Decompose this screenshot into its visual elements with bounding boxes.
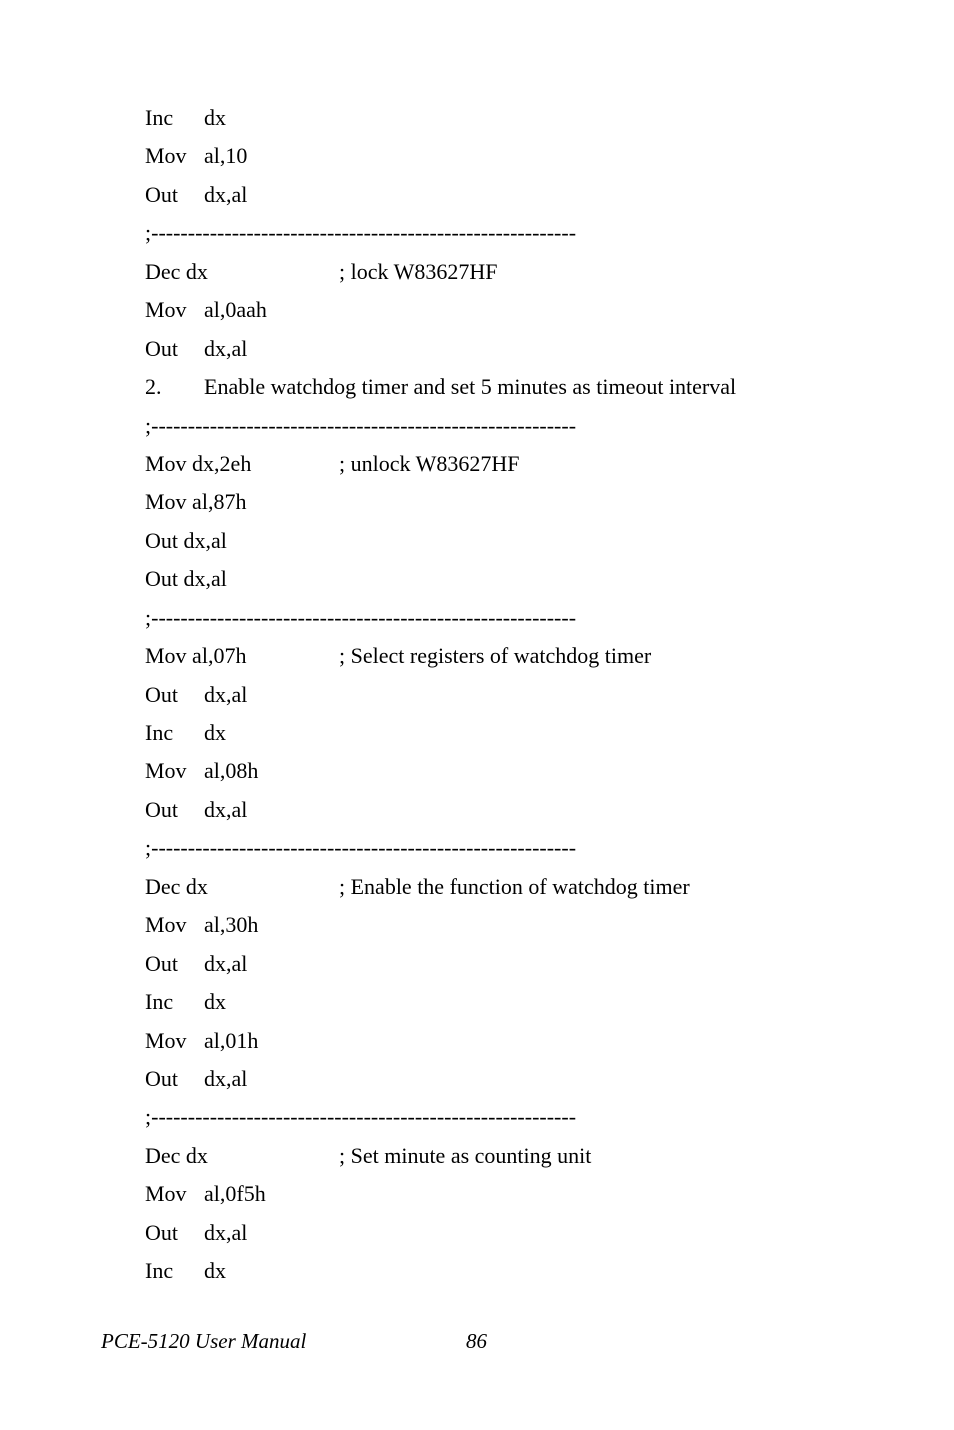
- code-line: [145, 637, 865, 675]
- code-line: [145, 752, 865, 790]
- separator-text: ;----------------------------------------------------------: [145, 1104, 577, 1130]
- instruction-operands: dx,al: [204, 1065, 248, 1091]
- instruction-operands: al,0f5h: [204, 1181, 266, 1207]
- code-line: [145, 1022, 865, 1060]
- code-line: [145, 445, 865, 483]
- comment-separator: [145, 599, 865, 637]
- instruction-operands: dx: [204, 720, 226, 745]
- code-line: [145, 1252, 865, 1290]
- instruction-mnemonic: Out: [145, 181, 178, 207]
- instruction-mnemonic: Out: [145, 681, 178, 707]
- instruction-mnemonic: Out: [145, 950, 178, 976]
- code-line: [145, 868, 865, 906]
- comment-separator: [145, 829, 865, 867]
- code-comment: ; lock W83627HF: [339, 258, 498, 284]
- instruction-text: Mov al,07h: [145, 643, 247, 669]
- instruction-mnemonic: Mov: [145, 1027, 187, 1053]
- instruction-operands: dx,al: [204, 181, 248, 207]
- instruction-operands: al,30h: [204, 912, 259, 938]
- step-title: Enable watchdog timer and set 5 minutes as timeout interval: [204, 374, 737, 400]
- instruction-text: Out dx,al: [145, 566, 227, 592]
- instruction-mnemonic: Inc: [145, 1258, 174, 1284]
- comment-separator: [145, 1098, 865, 1136]
- separator-text: ;----------------------------------------------------------: [145, 604, 577, 630]
- instruction-text: Out dx,al: [145, 527, 227, 553]
- instruction-mnemonic: Inc: [145, 720, 174, 745]
- instruction-mnemonic: Out: [145, 796, 178, 822]
- footer-manual-title: PCE-5120 User Manual: [101, 1329, 307, 1353]
- code-line: [145, 560, 865, 598]
- instruction-mnemonic: Out: [145, 1065, 178, 1091]
- separator-text: ;----------------------------------------------------------: [145, 412, 577, 438]
- instruction-operands: dx,al: [204, 681, 248, 707]
- code-comment: ; unlock W83627HF: [339, 450, 520, 476]
- code-line: [145, 983, 865, 1021]
- instruction-operands: dx: [204, 105, 226, 130]
- comment-separator: [145, 407, 865, 445]
- comment-separator: [145, 214, 865, 252]
- instruction-text: Mov dx,2eh: [145, 450, 252, 476]
- instruction-operands: dx,al: [204, 796, 248, 822]
- section-step-heading: [145, 368, 865, 406]
- instruction-operands: al,0aah: [204, 297, 267, 323]
- instruction-operands: al,08h: [204, 758, 259, 784]
- instruction-operands: dx,al: [204, 1219, 248, 1245]
- code-line: [145, 1060, 865, 1098]
- code-line: [145, 791, 865, 829]
- code-line: [145, 291, 865, 329]
- code-listing: [145, 99, 865, 1291]
- instruction-operands: dx,al: [204, 335, 248, 361]
- instruction-text: Mov al,87h: [145, 489, 247, 515]
- instruction-mnemonic: Mov: [145, 1181, 187, 1207]
- code-line: [145, 522, 865, 560]
- instruction-text: Dec dx: [145, 258, 208, 284]
- separator-text: ;----------------------------------------------------------: [145, 220, 577, 246]
- instruction-text: Dec dx: [145, 1142, 208, 1168]
- code-line: [145, 176, 865, 214]
- instruction-mnemonic: Out: [145, 1219, 178, 1245]
- instruction-mnemonic: Mov: [145, 297, 187, 323]
- instruction-mnemonic: Mov: [145, 143, 187, 169]
- instruction-mnemonic: Mov: [145, 758, 187, 784]
- code-line: [145, 906, 865, 944]
- instruction-operands: al,01h: [204, 1027, 259, 1053]
- code-comment: ; Enable the function of watchdog timer: [339, 873, 690, 899]
- instruction-operands: al,10: [204, 143, 248, 169]
- code-line: [145, 714, 865, 752]
- instruction-operands: dx: [204, 1258, 226, 1284]
- instruction-mnemonic: Inc: [145, 989, 174, 1015]
- code-line: [145, 676, 865, 714]
- code-line: [145, 1175, 865, 1213]
- code-line: [145, 330, 865, 368]
- code-line: [145, 1214, 865, 1252]
- instruction-mnemonic: Mov: [145, 912, 187, 938]
- instruction-text: Dec dx: [145, 873, 208, 899]
- code-line: [145, 945, 865, 983]
- code-line: [145, 99, 865, 137]
- code-line: [145, 137, 865, 175]
- instruction-mnemonic: Out: [145, 335, 178, 361]
- instruction-mnemonic: Inc: [145, 105, 174, 130]
- code-comment: ; Select registers of watchdog timer: [339, 643, 652, 669]
- code-comment: ; Set minute as counting unit: [339, 1142, 592, 1168]
- code-line: [145, 483, 865, 521]
- step-number: 2.: [145, 374, 162, 400]
- instruction-operands: dx,al: [204, 950, 248, 976]
- code-line: [145, 253, 865, 291]
- footer-page-number: 86: [466, 1329, 487, 1353]
- separator-text: ;----------------------------------------------------------: [145, 835, 577, 861]
- code-line: [145, 1137, 865, 1175]
- instruction-operands: dx: [204, 989, 226, 1015]
